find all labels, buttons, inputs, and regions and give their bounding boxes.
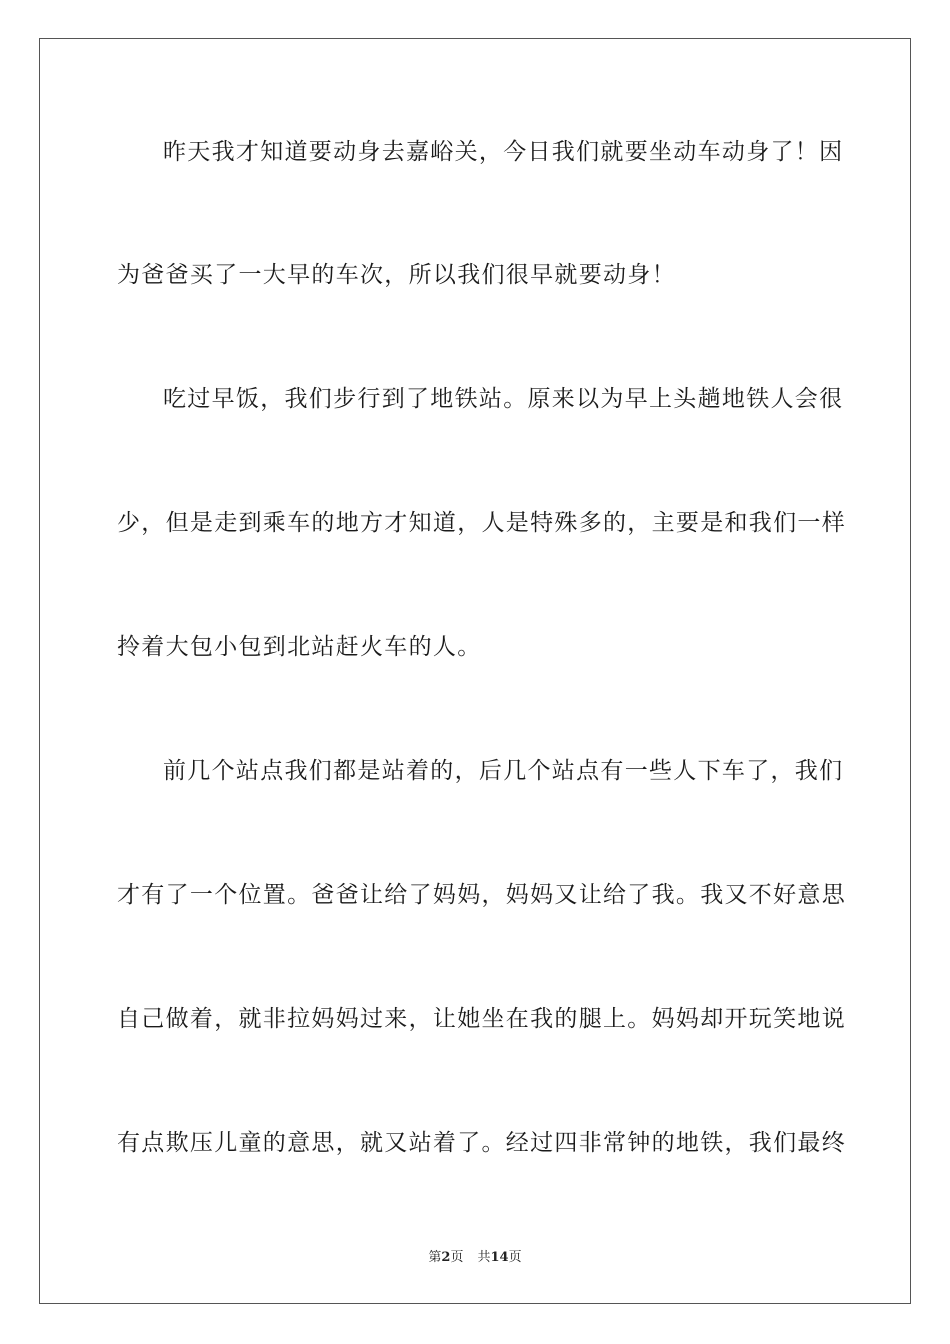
paragraph-1-line-2: 为爸爸买了一大早的车次，所以我们很早就要动身！ [117,262,676,288]
paragraph-3-line-1: 前几个站点我们都是站着的，后几个站点有一些人下车了，我们 [163,758,844,784]
page-footer [0,1249,950,1267]
total-prefix: 共 [477,1250,491,1265]
page-prefix: 第 [428,1250,442,1265]
paragraph-3-line-2: 才有了一个位置。爸爸让给了妈妈，妈妈又让给了我。我又不好意思 [117,882,846,908]
paragraph-2-line-1: 吃过早饭，我们步行到了地铁站。原来以为早上头趟地铁人会很 [163,386,844,412]
paragraph-2-line-3: 拎着大包小包到北站赶火车的人。 [117,634,482,660]
paragraph-3-line-4: 有点欺压儿童的意思，就又站着了。经过四非常钟的地铁，我们最终 [117,1130,846,1156]
paragraph-2-line-2: 少，但是走到乘车的地方才知道，人是特殊多的，主要是和我们一样 [117,510,846,536]
page-border [39,38,911,1304]
paragraph-3-line-3: 自己做着，就非拉妈妈过来，让她坐在我的腿上。妈妈却开玩笑地说 [117,1006,846,1032]
current-page-number: 2 [441,1250,451,1265]
page-suffix: 页 [450,1250,464,1265]
total-pages-number: 14 [490,1250,509,1265]
total-suffix: 页 [508,1250,522,1265]
paragraph-1-line-1: 昨天我才知道要动身去嘉峪关，今日我们就要坐动车动身了！因 [163,139,844,165]
